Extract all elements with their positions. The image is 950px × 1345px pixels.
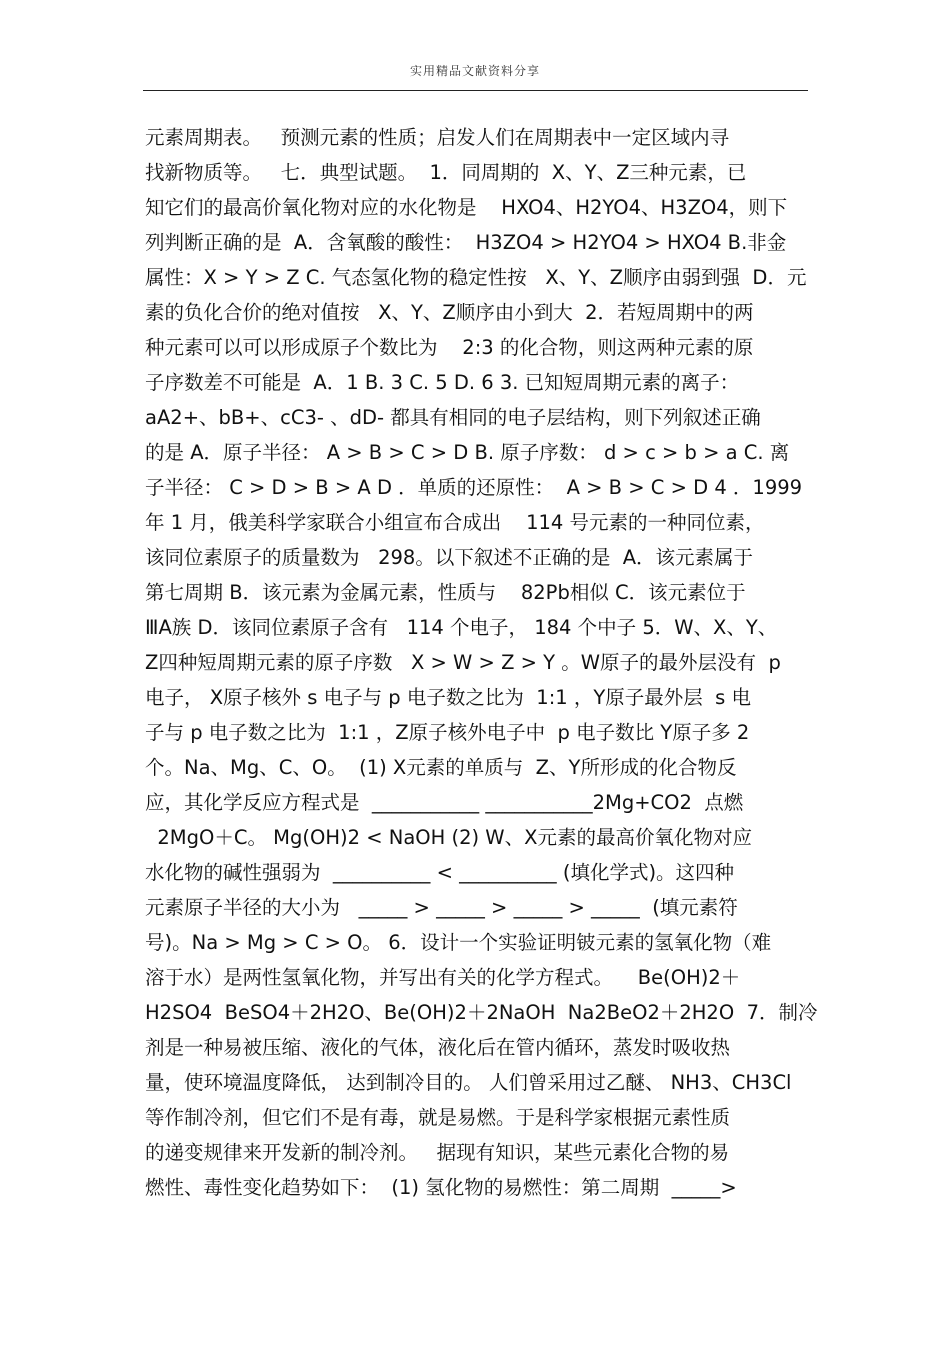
text-line: 知它们的最高价氧化物对应的水化物是 HXO4、H2YO4、H3ZO4，则下 — [145, 196, 788, 219]
text-line: 个。Na、Mg、C、O。 (1) X元素的单质与 Z、Y所形成的化合物反 — [145, 756, 737, 779]
text-line: Z四种短周期元素的原子序数 X > W > Z > Y 。W原子的最外层没有 p — [145, 651, 781, 674]
text-line: 列判断正确的是 A．含氧酸的酸性： H3ZO4 > H2YO4 > HXO4 B.非金 — [145, 231, 787, 254]
text-line: 量，使环境温度降低， 达到制冷目的。 人们曾采用过乙醚、 NH3、CH3Cl — [145, 1071, 792, 1094]
text-line: 号)。Na > Mg > C > O。 6．设计一个实验证明铍元素的氢氧化物（难 — [145, 931, 772, 954]
text-line: aA2+、bB+、cC3- 、dD- 都具有相同的电子层结构，则下列叙述正确 — [145, 406, 761, 429]
text-line: 子序数差不可能是 A．1 B. 3 C. 5 D. 6 3. 已知短周期元素的离子： — [145, 371, 740, 394]
text-line: 元素原子半径的大小为 _____ > _____ > _____ > _____ (填元素符 — [145, 896, 738, 919]
text-line: 的是 A．原子半径： A > B > C > D B. 原子序数： d > c > b > a C. 离 — [145, 441, 790, 464]
text-line: 找新物质等。 七．典型试题。 1．同周期的 X、Y、Z三种元素，已 — [145, 161, 747, 184]
text-line: 等作制冷剂，但它们不是有毒，就是易燃。于是科学家根据元素性质 — [145, 1106, 731, 1129]
text-line: 子与 p 电子数之比为 1:1 ，Z原子核外电子中 p 电子数比 Y原子多 2 — [145, 721, 750, 744]
text-line: 该同位素原子的质量数为 298。以下叙述不正确的是 A．该元素属于 — [145, 546, 754, 569]
header-divider — [143, 90, 808, 91]
text-line: 2MgO＋C。 Mg(OH)2 < NaOH (2) W、X元素的最高价氧化物对应 — [145, 826, 752, 849]
text-line: 年 1 月，俄美科学家联合小组宣布合成出 114 号元素的一种同位素， — [145, 511, 765, 534]
text-line: 水化物的碱性强弱为 __________ < __________ (填化学式)。这四种 — [145, 861, 735, 884]
text-line: 应，其化学反应方程式是 ___________ ___________2Mg+CO2 点燃 — [145, 791, 744, 814]
text-line: H2SO4 BeSO4＋2H2O、Be(OH)2＋2NaOH Na2BeO2＋2H2O 7．制冷 — [145, 1001, 818, 1024]
text-line: 属性：X > Y > Z C. 气态氢化物的稳定性按 X、Y、Z顺序由弱到强 D．元 — [145, 266, 807, 289]
text-line: 电子， X原子核外 s 电子与 p 电子数之比为 1:1 ，Y原子最外层 s 电 — [145, 686, 752, 709]
text-line: 第七周期 B．该元素为金属元素，性质与 82Pb相似 C．该元素位于 — [145, 581, 746, 604]
text-line: 溶于水）是两性氢氧化物，并写出有关的化学方程式。 Be(OH)2＋ — [145, 966, 741, 989]
text-line: 种元素可以可以形成原子个数比为 2:3 的化合物，则这两种元素的原 — [145, 336, 754, 359]
document-body — [145, 120, 845, 1205]
text-line: 子半径： C > D > B > A D ．单质的还原性： A > B > C > D 4 ．1999 — [145, 476, 803, 499]
text-line: 燃性、毒性变化趋势如下： (1) 氢化物的易燃性：第二周期 _____> — [145, 1176, 737, 1199]
text-line: 剂是一种易被压缩、液化的气体，液化后在管内循环，蒸发时吸收热 — [145, 1036, 731, 1059]
page-header: 实用精品文献资料分享 — [409, 64, 540, 78]
text-line: ⅢA族 D．该同位素原子含有 114 个电子， 184 个中子 5．W、X、Y、 — [145, 616, 778, 639]
text-line: 的递变规律来开发新的制冷剂。 据现有知识，某些元素化合物的易 — [145, 1141, 730, 1164]
text-line: 素的负化合价的绝对值按 X、Y、Z顺序由小到大 2．若短周期中的两 — [145, 301, 754, 324]
text-line: 元素周期表。 预测元素的性质；启发人们在周期表中一定区域内寻 — [145, 126, 730, 149]
